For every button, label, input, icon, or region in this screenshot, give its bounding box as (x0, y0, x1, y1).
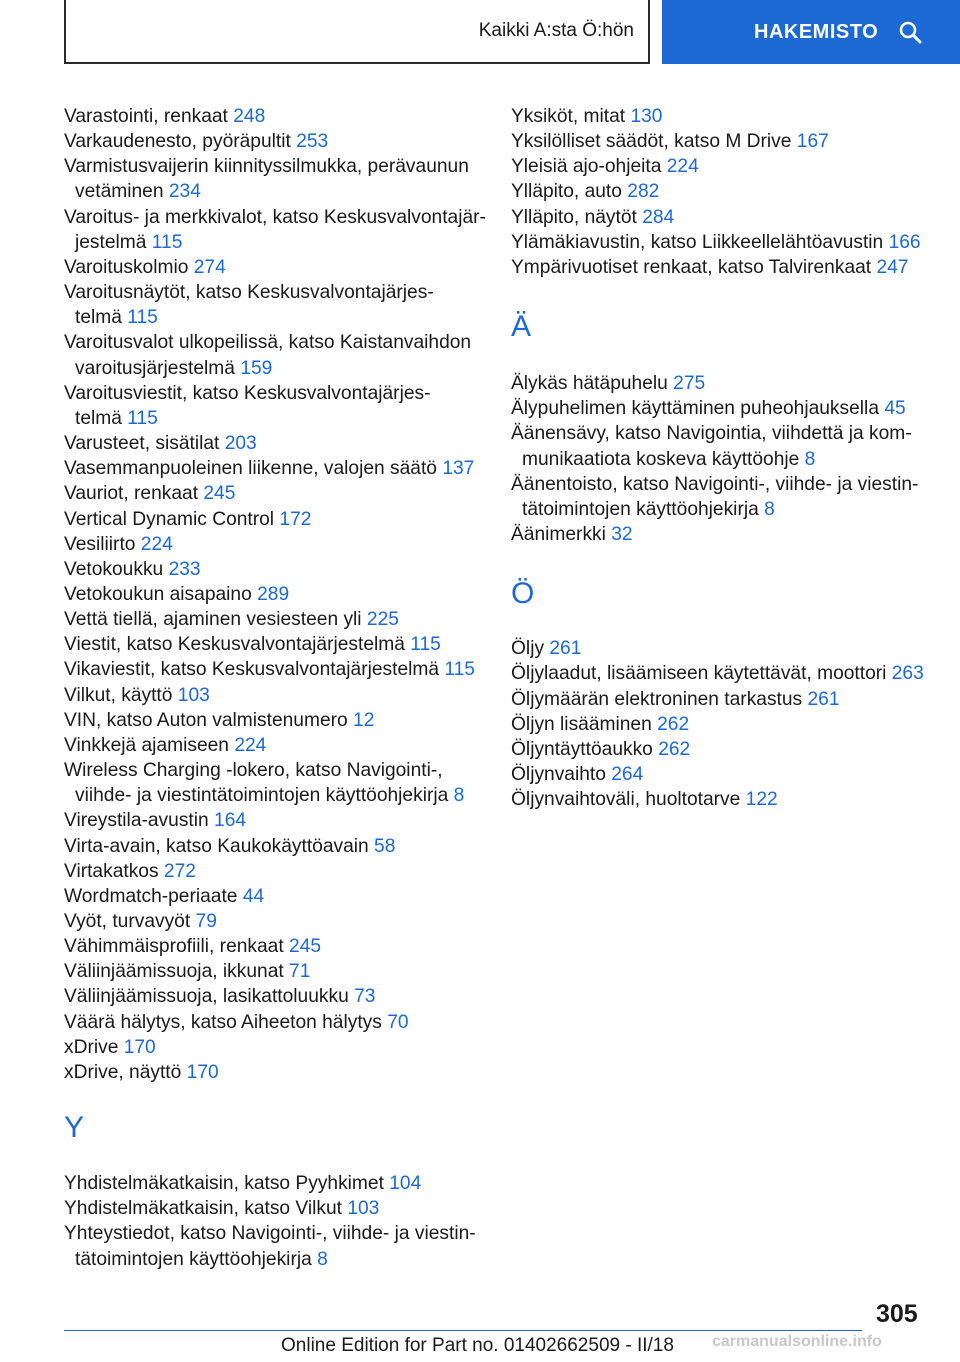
index-page-link[interactable]: 203 (224, 433, 257, 455)
index-entry-term: Virta-avain, katso Kaukokäyttöavain (64, 835, 369, 857)
index-page-link[interactable]: 170 (186, 1061, 219, 1083)
index-entry-term: Vauriot, renkaat (64, 483, 199, 505)
index-entry-term: Varoitusviestit, katso Keskusvalvontajärjes- (64, 382, 431, 404)
index-entry-term: Öljynvaihtoväli, huoltotarve (511, 789, 741, 811)
index-entry-term-continued: tätoimintojen käyttöohjekirja (522, 498, 759, 520)
footer-divider (64, 1330, 862, 1331)
index-page-link[interactable]: 79 (195, 911, 217, 932)
index-entry (64, 708, 484, 733)
index-entry-term: Vetokoukun aisapaino (64, 583, 252, 605)
index-page-link[interactable]: 233 (168, 558, 201, 580)
index-page-link[interactable]: 115 (444, 659, 475, 681)
index-entry (511, 255, 951, 280)
index-page-link[interactable]: 275 (673, 373, 706, 395)
index-entry (511, 205, 951, 230)
index-page-link[interactable]: 8 (453, 785, 465, 807)
index-entry-term: Vertical Dynamic Control (64, 508, 275, 530)
index-page-link[interactable]: 115 (127, 307, 158, 329)
search-icon[interactable] (898, 20, 922, 44)
index-entry-term: Vettä tiellä, ajaminen vesiesteen yli (64, 609, 362, 631)
index-entry-term: Väliinjäämissuoja, ikkunat (64, 961, 284, 983)
index-entry-term: Väliinjäämissuoja, lasikattoluukku (64, 986, 349, 1008)
index-list-v (64, 104, 484, 1085)
index-page-link[interactable]: 284 (642, 206, 675, 228)
index-page-link[interactable]: 253 (296, 131, 329, 153)
index-entry (64, 733, 484, 758)
index-entry (511, 712, 951, 737)
index-entry (64, 104, 484, 129)
index-entry (64, 1035, 484, 1060)
tab-index-label: HAKEMISTO (754, 20, 879, 43)
index-entry-term: Öljyntäyttöaukko (511, 738, 653, 760)
index-entry-term: VIN, katso Auton valmistenumero (64, 709, 348, 731)
index-entry (64, 632, 484, 657)
index-page-link[interactable]: 8 (804, 448, 816, 470)
index-entry (64, 481, 484, 506)
index-page-link[interactable]: 73 (354, 986, 376, 1008)
index-page-link[interactable]: 104 (389, 1173, 422, 1195)
index-entry-term: Varoituskolmio (64, 256, 189, 278)
index-entry (511, 154, 951, 179)
index-page-link[interactable]: 32 (611, 524, 633, 546)
page-number: 305 (876, 1300, 918, 1328)
index-entry (64, 834, 484, 859)
index-entry-term: Varoitusvalot ulkopeilissä, katso Kaistanvaihdon (64, 332, 472, 354)
index-column-right (511, 104, 951, 812)
index-page-link[interactable]: 263 (891, 663, 924, 685)
index-entry-term: Ympärivuotiset renkaat, katso Talvirenkaat (511, 256, 872, 278)
index-page-link[interactable]: 122 (745, 789, 778, 811)
index-entry (64, 657, 484, 682)
index-page-link[interactable]: 130 (630, 106, 663, 127)
index-page-link[interactable]: 166 (888, 231, 921, 253)
top-navigation (0, 0, 960, 66)
index-entry (64, 532, 484, 557)
index-entry (64, 255, 484, 280)
index-entry-term: Äänentoisto, katso Navigointi-, viihde- ja viestin- (511, 473, 919, 495)
footer-watermark: carmanualsonline.info (712, 1333, 882, 1350)
section-letter-ae: Ä (511, 310, 532, 344)
index-entry-term: Yksiköt, mitat (511, 106, 626, 127)
index-entry (511, 787, 951, 812)
index-column-left (64, 104, 484, 1272)
index-entry-term: xDrive, näyttö (64, 1061, 182, 1083)
index-entry-term: xDrive (64, 1036, 119, 1058)
index-entry (64, 456, 484, 481)
index-entry-term: Öljy (511, 638, 545, 660)
index-entry-term: Vikaviestit, katso Keskusvalvontajärjestelmä (64, 659, 440, 681)
index-entry-term: Vesiliirto (64, 533, 136, 555)
index-entry (511, 179, 951, 204)
index-entry (511, 636, 951, 661)
index-entry-term: Yhteystiedot, katso Navigointi-, viihde- ja viestin- (64, 1223, 476, 1245)
index-entry (64, 1171, 484, 1196)
index-entry (64, 582, 484, 607)
index-entry (511, 421, 951, 471)
tab-index[interactable] (662, 0, 960, 64)
footer-edition: Online Edition for Part no. 01402662509 - II/18 (281, 1335, 674, 1356)
index-entry (64, 330, 484, 380)
index-entry (511, 472, 951, 522)
index-page-link[interactable]: 282 (627, 181, 660, 203)
index-page-link[interactable]: 172 (279, 508, 312, 530)
index-entry (511, 371, 951, 396)
index-entry-term: Vähimmäisprofiili, renkaat (64, 936, 284, 958)
index-entry-term: Vyöt, turvavyöt (64, 911, 191, 932)
index-entry (64, 808, 484, 833)
index-entry (511, 762, 951, 787)
index-page-link[interactable]: 167 (796, 131, 829, 153)
index-entry-term-continued: viihde- ja viestintätoimintojen käyttöohjekirja (75, 785, 449, 807)
index-entry-term: Älypuhelimen käyttäminen puheohjauksella (511, 398, 879, 420)
index-page-link[interactable]: 224 (666, 156, 699, 178)
index-entry (511, 396, 951, 421)
index-page-link[interactable]: 170 (123, 1036, 156, 1058)
index-page-link[interactable]: 8 (764, 498, 775, 520)
index-list-oe (511, 636, 951, 812)
index-entry-term-continued: tätoimintojen käyttöohjekirja (75, 1248, 312, 1270)
index-page-link[interactable]: 58 (374, 835, 396, 857)
index-entry (64, 507, 484, 532)
index-page-link[interactable]: 248 (233, 106, 266, 127)
index-entry-term: Varastointi, renkaat (64, 106, 228, 127)
index-entry-term: Ylläpito, auto (511, 181, 622, 203)
index-page-link[interactable]: 264 (611, 763, 644, 785)
index-entry-term: Öljynvaihto (511, 763, 606, 785)
index-entry (64, 431, 484, 456)
index-page-link[interactable]: 247 (876, 256, 909, 278)
index-page-link[interactable]: 262 (657, 713, 690, 735)
index-page-link[interactable]: 44 (242, 885, 265, 907)
index-entry-term-continued: munikaatiota koskeva käyttöohje (522, 448, 800, 470)
index-page-link[interactable]: 274 (193, 256, 226, 278)
index-entry-term: Älykäs hätäpuhelu (511, 373, 668, 395)
index-page-link[interactable]: 71 (289, 961, 311, 983)
index-entry (64, 1060, 484, 1085)
index-entry (511, 737, 951, 762)
index-entry-term: Äänimerkki (511, 524, 606, 546)
index-entry (64, 934, 484, 959)
index-page-link[interactable]: 70 (387, 1011, 409, 1033)
index-page-link[interactable]: 137 (442, 458, 475, 480)
index-entry (64, 683, 484, 708)
index-entry-term: Viestit, katso Keskusvalvontajärjestelmä (64, 634, 405, 656)
index-page-link[interactable]: 261 (807, 688, 840, 710)
index-entry-term-continued: telmä (75, 407, 122, 429)
index-entry (64, 1010, 484, 1035)
index-entry-term: Varoitus- ja merkkivalot, katso Keskusvalvontajär- (64, 206, 486, 228)
index-entry-term: Vasemmanpuoleinen liikenne, valojen säätö (64, 458, 437, 480)
index-entry (511, 129, 951, 154)
index-page-link[interactable]: 261 (549, 638, 582, 660)
index-page-link[interactable]: 45 (884, 398, 906, 420)
index-entry (64, 557, 484, 582)
index-page-link[interactable]: 272 (163, 860, 196, 882)
index-list-ae (511, 371, 951, 547)
index-entry-term: Äänensävy, katso Navigointia, viihdettä ja kom- (511, 423, 912, 445)
index-entry (511, 522, 951, 547)
index-entry-term: Ylläpito, näytöt (511, 206, 637, 228)
index-entry (511, 104, 951, 129)
index-page-link[interactable]: 12 (353, 709, 375, 731)
index-entry (64, 280, 484, 330)
index-entry-term: Vilkut, käyttö (64, 684, 173, 706)
index-entry-term: Virtakatkos (64, 860, 159, 882)
index-entry (64, 607, 484, 632)
index-entry (64, 884, 484, 909)
index-page-link[interactable]: 234 (168, 181, 201, 203)
index-page-link[interactable]: 103 (347, 1198, 380, 1220)
index-entry-term-continued: jestelmä (75, 231, 147, 253)
index-entry-term-continued: vetäminen (75, 181, 164, 203)
index-entry-term: Ylämäkiavustin, katso Liikkeellelähtöavustin (511, 231, 884, 253)
index-page-link[interactable]: 289 (257, 583, 290, 605)
index-entry-term-continued: varoitusjärjestelmä (75, 357, 235, 379)
index-entry (64, 154, 484, 204)
index-entry-term: Vireystila-avustin (64, 810, 209, 832)
index-entry (511, 687, 951, 712)
index-page-link[interactable]: 164 (214, 810, 247, 832)
index-entry-term: Öljymäärän elektroninen tarkastus (511, 688, 803, 710)
index-entry-term: Wordmatch-periaate (64, 885, 238, 907)
index-entry-term: Yhdistelmäkatkaisin, katso Pyyhkimet (64, 1173, 384, 1195)
index-entry-term: Vinkkejä ajamiseen (64, 734, 229, 756)
index-entry (64, 1221, 484, 1271)
index-entry (64, 909, 484, 934)
index-entry (64, 984, 484, 1009)
index-page-link[interactable]: 115 (151, 231, 183, 253)
index-page-link[interactable]: 103 (177, 684, 210, 706)
index-entry (511, 661, 951, 686)
index-page-link[interactable]: 245 (203, 483, 236, 505)
index-entry-term: Yleisiä ajo-ohjeita (511, 156, 662, 178)
index-entry (64, 205, 484, 255)
index-entry (64, 859, 484, 884)
index-list-y (64, 1171, 484, 1272)
index-page-link[interactable]: 224 (140, 533, 173, 555)
index-entry-term: Varusteet, sisätilat (64, 433, 220, 455)
index-entry-term: Väärä hälytys, katso Aiheeton hälytys (64, 1011, 382, 1033)
index-entry-term: Yksilölliset säädöt, katso M Drive (511, 131, 792, 153)
index-entry-term: Öljylaadut, lisäämiseen käytettävät, moottori (511, 663, 887, 685)
index-entry-term: Yhdistelmäkatkaisin, katso Vilkut (64, 1198, 342, 1220)
index-page-link[interactable]: 8 (317, 1248, 328, 1270)
tab-a-to-z-label: Kaikki A:sta Ö:hön (478, 20, 634, 41)
index-entry-term: Öljyn lisääminen (511, 713, 652, 735)
index-entry (64, 758, 484, 808)
index-entry (64, 381, 484, 431)
tab-a-to-z[interactable] (64, 0, 650, 64)
section-letter-oe: Ö (511, 577, 535, 611)
index-page-link[interactable]: 262 (658, 738, 691, 760)
index-page-link[interactable]: 224 (234, 734, 267, 756)
index-entry-term-continued: telmä (75, 307, 122, 329)
index-page-link[interactable]: 115 (410, 634, 441, 656)
index-entry-term: Varmistusvaijerin kiinnityssilmukka, perävaunun (64, 156, 469, 178)
index-entry (64, 129, 484, 154)
index-page-link[interactable]: 225 (366, 609, 399, 631)
index-page-link[interactable]: 245 (289, 936, 322, 958)
index-entry-term: Varkaudenesto, pyöräpultit (64, 131, 291, 153)
index-list-y-continued (511, 104, 951, 280)
section-letter-y: Y (64, 1111, 85, 1145)
index-entry-term: Wireless Charging -lokero, katso Navigointi-, (64, 760, 443, 782)
index-page-link[interactable]: 159 (240, 357, 273, 379)
index-page-link[interactable]: 115 (127, 407, 158, 429)
index-entry (511, 230, 951, 255)
index-entry (64, 959, 484, 984)
index-entry (64, 1196, 484, 1221)
index-entry-term: Vetokoukku (64, 558, 164, 580)
index-entry-term: Varoitusnäytöt, katso Keskusvalvontajärjes- (64, 282, 434, 304)
